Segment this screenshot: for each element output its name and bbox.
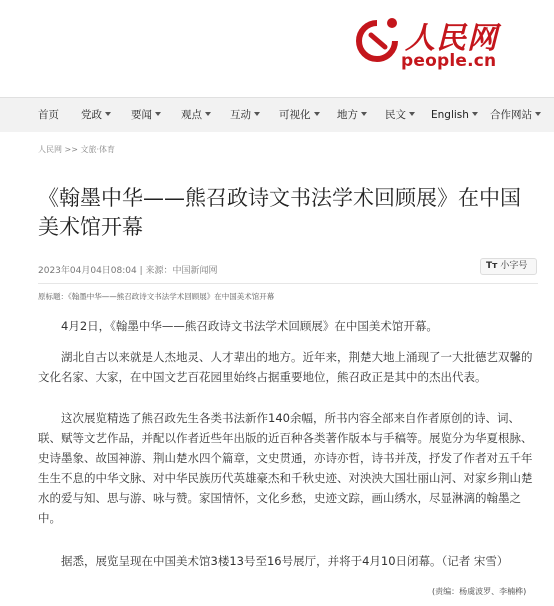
- header: [0, 0, 554, 97]
- nav-item-label: 党政: [81, 109, 102, 121]
- logo-english-text: people.cn: [401, 51, 497, 71]
- nav-item-label: 互动: [230, 109, 251, 121]
- nav-item-label: 首页: [38, 109, 59, 121]
- nav-item-label: 观点: [181, 109, 202, 121]
- chevron-down-icon: [205, 112, 211, 116]
- chevron-down-icon: [409, 112, 415, 116]
- chevron-down-icon: [472, 112, 478, 116]
- article-title: 《翰墨中华——熊召政诗文书法学术回顾展》在中国美术馆开幕: [38, 186, 521, 239]
- nav-item-label: 可视化: [279, 109, 311, 121]
- nav-item-minority-languages[interactable]: [385, 98, 415, 133]
- nav-item-label: 地方: [337, 109, 358, 121]
- nav-item-partner-sites[interactable]: [490, 98, 541, 133]
- nav-item-interactive[interactable]: [230, 98, 260, 133]
- editor-credit: (责编：杨虞波罗、李楠桦): [432, 587, 527, 596]
- nav-item-label: 合作网站: [490, 109, 532, 121]
- article-paragraph: 这次展览精选了熊召政先生各类书法新作140余幅，所书内容全部来自作者原创的诗、词、联、赋等文艺作品，并配以作者近些年出版的近百种各类著作版本与手稿等。展览分为华夏根脉、史诗墨象、故国神游、荆山楚水四个篇章，文史贯通，亦诗亦哲，诗书并茂，抒发了作者对五千年生生不息的中华文脉、对中华民族历代英雄豪杰和千秋史迹、对泱泱大国壮丽山河、对家乡荆山楚水的爱与知、思与游、咏与赞。家国情怀，文化乡愁，史迹文踪，画山绣水，尽显淋漓的翰墨之中。: [38, 411, 533, 525]
- nav-item-local[interactable]: [337, 98, 367, 133]
- chevron-down-icon: [155, 112, 161, 116]
- article-paragraph: 4月2日，《翰墨中华——熊召政诗文书法学术回顾展》在中国美术馆开幕。: [61, 319, 438, 333]
- divider: [38, 283, 538, 284]
- article-paragraph: 湖北自古以来就是人杰地灵、人才辈出的地方。近年来，荆楚大地上涌现了一大批德艺双馨的文化名家、大家，在中国文艺百花园里始终占据重要地位，熊召政正是其中的杰出代表。: [38, 350, 533, 384]
- chevron-down-icon: [361, 112, 367, 116]
- original-title: 原标题：《翰墨中华——熊召政诗文书法学术回顾展》在中国美术馆开幕: [38, 292, 275, 301]
- chevron-down-icon: [105, 112, 111, 116]
- nav-item-label: English: [431, 109, 469, 121]
- logo-chinese-text: 人民网: [405, 21, 498, 56]
- chevron-down-icon: [254, 112, 260, 116]
- nav-item-news[interactable]: [131, 98, 161, 133]
- chevron-down-icon: [314, 112, 320, 116]
- font-size-toggle-label: 小字号: [500, 261, 528, 271]
- font-size-toggle-button[interactable]: [480, 258, 537, 275]
- people-cn-logo[interactable]: [355, 13, 545, 77]
- nav-item-english[interactable]: [431, 98, 478, 133]
- nav-item-label: 要闻: [131, 109, 152, 121]
- font-size-icon: Tт: [486, 261, 498, 271]
- main-nav: [0, 97, 554, 132]
- logo-mark-icon: [355, 15, 399, 63]
- article-paragraph: 据悉，展览呈现在中国美术馆3楼13号至16号展厅，并将于4月10日闭幕。（记者 宋雪）: [61, 554, 509, 568]
- article-meta: 2023年04月04日08:04 | 来源：中国新闻网: [38, 266, 218, 276]
- nav-item-visual[interactable]: [279, 98, 320, 133]
- nav-item-party[interactable]: [81, 98, 111, 133]
- breadcrumb[interactable]: 人民网 >> 文旅·体育: [38, 145, 116, 154]
- nav-item-label: 民文: [385, 109, 406, 121]
- nav-item-home[interactable]: [38, 98, 59, 133]
- nav-item-opinion[interactable]: [181, 98, 211, 133]
- chevron-down-icon: [535, 112, 541, 116]
